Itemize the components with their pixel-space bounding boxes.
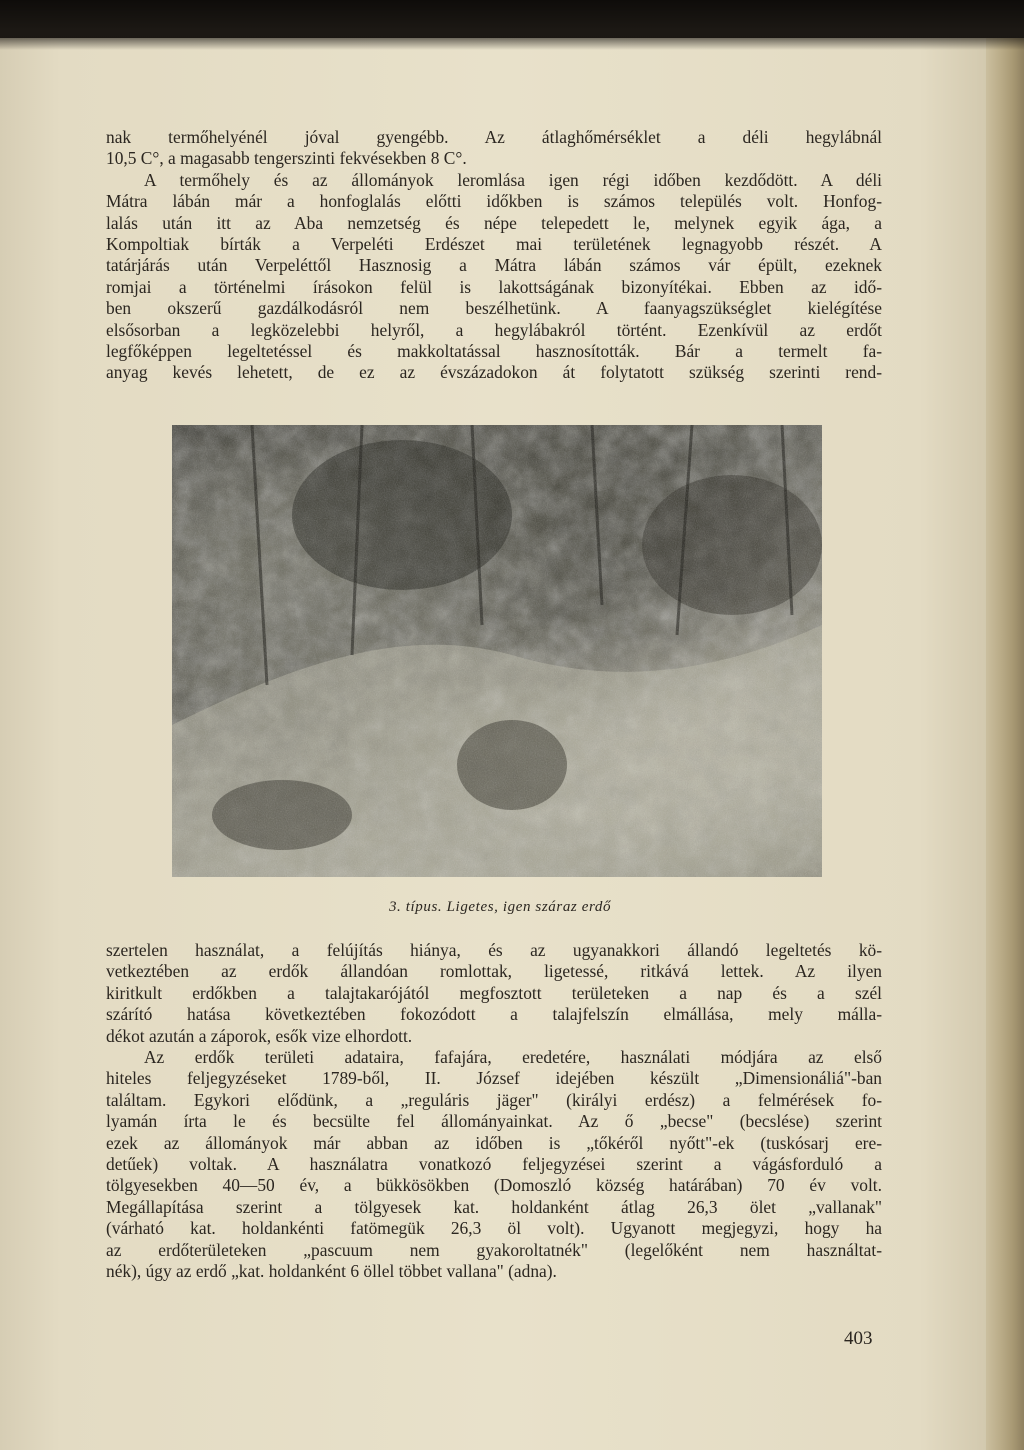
text-line: szertelen használat, a felújítás hiánya, és az ugyanakkori állandó legeltetés kö- <box>106 940 882 960</box>
text-line: detűek) voltak. A használatra vonatkozó feljegyzései szerint a vágásforduló a <box>106 1154 882 1175</box>
figure-caption: 3. típus. Ligetes, igen száraz erdő <box>388 899 612 915</box>
text-line: anyag kevés lehetett, de ez az évszázadokon át folytatott szükség szerinti rend- <box>106 362 882 383</box>
text-line: (várható kat. holdankénti fatömegük 26,3 öl volt). Ugyanott megjegyzi, hogy ha <box>106 1218 882 1239</box>
text-line: hiteles feljegyzéseket 1789-ből, II. József idejében készült „Dimensionáliá"-ban <box>106 1068 882 1089</box>
text-line: ben okszerű gazdálkodásról nem beszélhetünk. A faanyagszükséglet kielégítése <box>106 298 882 319</box>
text-line: A termőhely és az állományok leromlása igen régi időben kezdődött. A déli <box>144 169 882 190</box>
text-block-bottom <box>106 940 882 1283</box>
text-line: ezek az állományok már abban az időben is „tőkéről nyőtt"-ek (tuskósarj ere- <box>106 1132 882 1153</box>
page-edge <box>986 38 1024 1450</box>
text-line: tatárjárás után Verpeléttől Hasznosig a Mátra lábán számos vár épült, ezeknek <box>106 255 882 276</box>
text-line: nak termőhelyénél jóval gyengébb. Az átlaghőmérséklet a déli hegylábnál <box>106 127 882 147</box>
text-line: Megállapítása szerint a tölgyesek kat. holdanként átlag 26,3 ölet „vallanak" <box>106 1196 882 1217</box>
text-line: lalás után itt az Aba nemzetség és népe telepedett le, melynek egyik ága, a <box>106 212 882 233</box>
text-line: lyamán írta le és becsülte fel állományainkat. Az ő „becse" (becslése) szerint <box>106 1111 882 1132</box>
text-line: 10,5 C°, a magasabb tengerszinti fekvésekben 8 C°. <box>106 148 467 169</box>
text-line: tölgyesekben 40—50 év, a bükkösökben (Domoszló község határában) 70 év volt. <box>106 1175 882 1196</box>
text-line: legfőképpen legeltetéssel és makkoltatással hasznosították. Bár a termelt fa- <box>106 341 882 362</box>
text-line: Mátra lábán már a honfoglalás előtti időkben is számos település volt. Honfog- <box>106 191 882 212</box>
text-line: az erdőterületeken „pascuum nem gyakoroltatnék" (legelőként nem használtat- <box>106 1239 882 1260</box>
text-line: nék), úgy az erdő „kat. holdanként 6 öllel többet vallana" (adna). <box>106 1261 557 1282</box>
top-shadow <box>0 0 1024 50</box>
text-line: Kompoltiak bírták a Verpeléti Erdészet mai területének legnagyobb részét. A <box>106 234 882 255</box>
text-line: dékot azután a záporok, esők vize elhordott. <box>106 1025 413 1046</box>
forest-photo-texture <box>172 425 822 877</box>
text-block-top <box>106 127 882 384</box>
text-line: romjai a történelmi írásokon felül is lakottságának bizonyítékai. Ebben az idő- <box>106 276 882 297</box>
text-line: szárító hatása következtében fokozódott a talajfelszín elmállása, mely málla- <box>106 1004 882 1025</box>
text-line: Az erdők területi adataira, fafajára, eredetére, használati módjára az első <box>144 1047 882 1068</box>
forest-photo <box>172 425 822 877</box>
text-line: kiritkult erdőkben a talajtakarójától megfosztott területeken a nap és a szél <box>106 982 882 1003</box>
text-line: találtam. Egykori elődünk, a „reguláris jäger" (királyi erdész) a felmérések fo- <box>106 1089 882 1110</box>
page-number: 403 <box>844 1328 873 1349</box>
text-line: vetkeztében az erdők állandóan romlottak, ligetessé, ritkává lettek. Az ilyen <box>106 961 882 982</box>
text-line: elsősorban a legközelebbi helyről, a hegylábakról történt. Ezenkívül az erdőt <box>106 319 882 340</box>
